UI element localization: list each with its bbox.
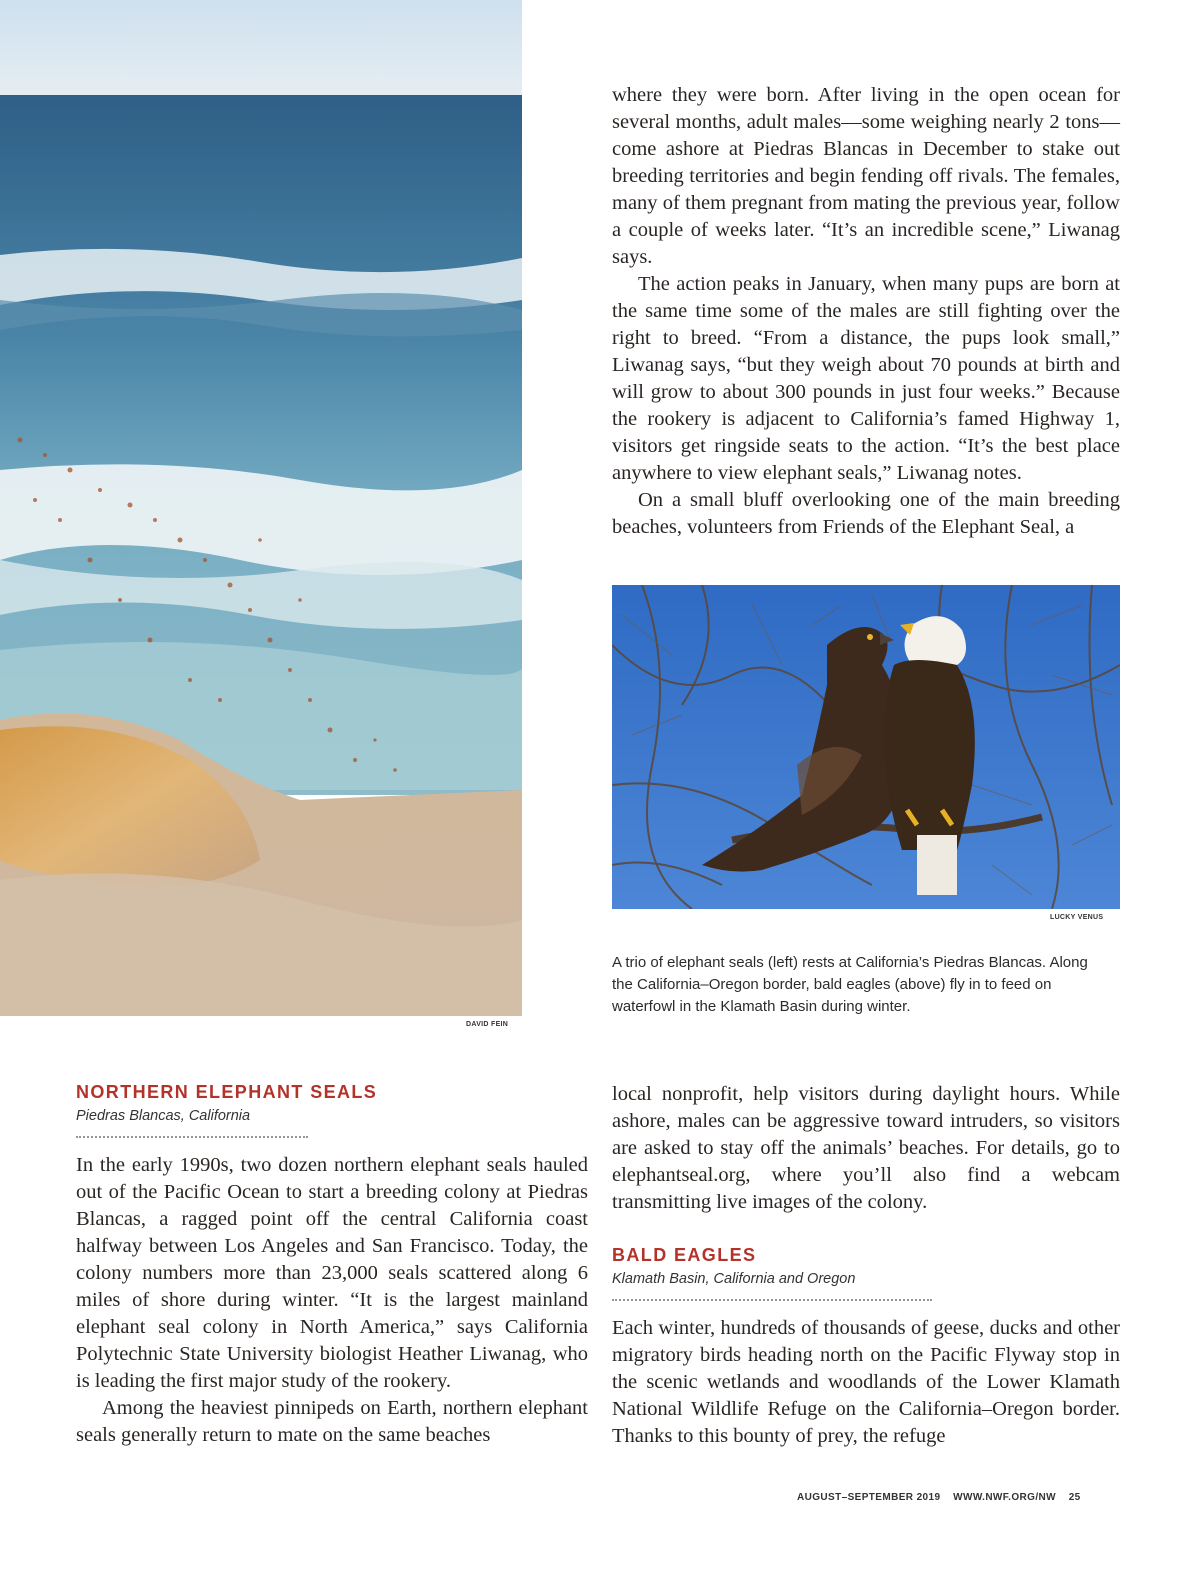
page-footer xyxy=(797,1492,1081,1503)
dotted-divider xyxy=(612,1299,932,1301)
section-heading: BALD EAGLES xyxy=(612,1245,757,1265)
footer-url: WWW.NWF.ORG/NW xyxy=(953,1492,1056,1503)
section-heading: NORTHERN ELEPHANT SEALS xyxy=(76,1082,378,1102)
elephant-seals-photo xyxy=(0,0,522,1016)
elephant-seals-section xyxy=(76,1080,588,1449)
dotted-divider xyxy=(76,1136,308,1138)
body-paragraph: In the early 1990s, two dozen northern elephant seals hauled out of the Pacific Ocean to start a breeding colony at Piedras Blancas, a ragged point off the central California coast halfway between Los Angeles and San Francisco. Today, the colony numbers more than 23,000 seals scattered along 6 miles of shore during winter. “It is the largest mainland elephant seal colony in North America,” says California Polytechnic State University biologist Heather Liwanag, who is leading the first major study of the rookery. xyxy=(76,1154,588,1392)
body-paragraph: On a small bluff overlooking one of the main breeding beaches, volunteers from Friends of the Elephant Seal, a xyxy=(612,489,1120,538)
section-location: Klamath Basin, California and Oregon xyxy=(612,1271,856,1287)
body-paragraph: Each winter, hundreds of thousands of geese, ducks and other migratory birds heading north on the Pacific Flyway stop in the scenic wetlands and woodlands of the Lower Klamath National Wildlife Refuge on the California–Oregon border. Thanks to this bounty of prey, the refuge xyxy=(612,1317,1120,1447)
top-right-column xyxy=(612,82,1120,541)
seals-photo-credit: DAVID FEIN xyxy=(466,1021,509,1028)
bald-eagles-photo xyxy=(612,585,1120,909)
body-paragraph: where they were born. After living in the open ocean for several months, adult males—some weighing nearly 2 tons—come ashore at Piedras Blancas in December to stake out breeding territories and begin fending off rivals. The females, many of them pregnant from mating the previous year, follow a couple of weeks later. “It’s an incredible scene,” Liwanag says. xyxy=(612,84,1120,268)
footer-issue: AUGUST–SEPTEMBER 2019 xyxy=(797,1492,941,1503)
body-paragraph: local nonprofit, help visitors during daylight hours. While ashore, males can be aggressive toward intruders, so visitors are asked to stay off the animals’ beaches. For details, go to elephantseal.org, where you’ll also find a webcam transmitting live images of the colony. xyxy=(612,1083,1120,1213)
body-paragraph: The action peaks in January, when many pups are born at the same time some of the males are still fighting over the right to breed. “From a distance, the pups look small,” Liwanag says, “but they weigh about 70 pounds at birth and will grow to about 300 pounds in just four weeks.” Because the rookery is adjacent to California’s famed Highway 1, visitors get ringside seats to the action. “It’s the best place anywhere to view elephant seals,” Liwanag notes. xyxy=(612,273,1120,484)
page-number: 25 xyxy=(1068,1492,1081,1503)
body-paragraph: Among the heaviest pinnipeds on Earth, northern elephant seals generally return to mate on the same beaches xyxy=(76,1397,588,1446)
section-location: Piedras Blancas, California xyxy=(76,1108,251,1124)
bottom-right-column xyxy=(612,1081,1120,1450)
eagles-photo-credit: LUCKY VENUS xyxy=(1050,914,1104,921)
photo-caption: A trio of elephant seals (left) rests at California’s Piedras Blancas. Along the California–Oregon border, bald eagles (above) fly in to feed on waterfowl in the Klamath Basin during winter. xyxy=(612,954,1088,1015)
